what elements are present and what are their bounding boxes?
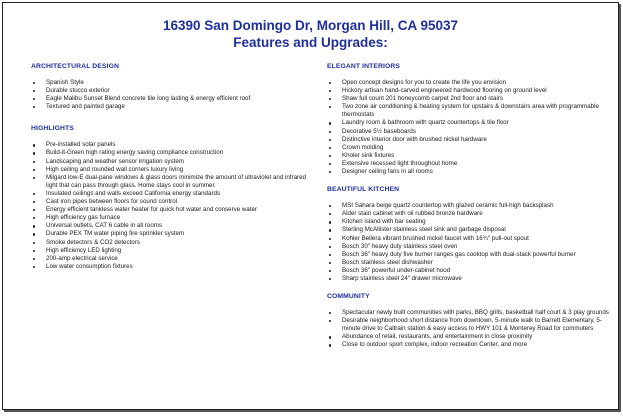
list-item: 200-amp electrical service: [31, 255, 307, 263]
list-item: Close to outdoor sport complex, indoor recreation Center, and more: [327, 341, 611, 349]
kitchen-list: [327, 202, 611, 283]
list-item: High efficiency LED lighting: [31, 247, 307, 255]
section-heading-kitchen: BEAUTIFUL KITCHEN: [327, 186, 400, 194]
list-item: Textured and painted garage: [31, 103, 307, 111]
list-item: Insulated ceilings and walls exceed California energy standards: [31, 190, 307, 198]
list-item: High efficiency gas furnace: [31, 214, 307, 222]
list-item: Sharp stainless steel 24" drawer microwave: [327, 275, 611, 283]
architectural-list: [31, 79, 307, 111]
list-item: Desirable neighborhood short distance from downtown, 5-minute walk to Barrett Elementary, 5-minute drive to Caltrain station & easy access to HWY 101 & Monterey Road for commuters: [327, 317, 611, 333]
list-item: Energy efficient tankless water heater for quick hot water and conserve water: [31, 206, 307, 214]
document-title: [3, 17, 618, 51]
list-item: Milgard low-E dual-pane windows & glass doors minimize the amount of ultraviolet and infrared light that can pass through glass. Home stays cool in summer.: [31, 174, 307, 190]
section-heading-highlights: HIGHLIGHTS: [31, 125, 74, 133]
list-item: Spanish Style: [31, 79, 307, 87]
list-item: Spectacular newly built communities with parks, BBQ grills, basketball half court & 3 play grounds: [327, 309, 611, 317]
list-item: Eagle Malibu Sunset Blend concrete tile long lasting & energy efficient roof: [31, 95, 307, 103]
features-document: [2, 2, 619, 410]
list-item: Low water consumption fixtures: [31, 263, 307, 271]
left-column: [31, 63, 307, 281]
community-list: [327, 309, 611, 349]
list-item: Two zone air conditioning & heating system for upstairs & downstairs area with programmable thermostats: [327, 103, 611, 119]
list-item: Distinctive interior door with brushed nickel hardware: [327, 136, 611, 144]
list-item: Extensive recessed light throughout home: [327, 160, 611, 168]
list-item: Abundance of retail, restaurants, and entertainment in close proximity: [327, 333, 611, 341]
list-item: Kohler Bellera vibrant brushed nickel faucet with 16¾" pull-out spout: [327, 235, 611, 243]
list-item: Open concept designs for you to create the life you envision: [327, 79, 611, 87]
list-item: Laundry room & bathroom with quartz countertops & tile floor: [327, 119, 611, 127]
list-item: Bosch stainless steel dishwasher: [327, 259, 611, 267]
section-heading-community: COMMUNITY: [327, 293, 370, 301]
list-item: Shaw full count 201 honeycomb carpet 2nd floor and stairs: [327, 95, 611, 103]
list-item: Build-it-Green high rating energy saving compliance construction: [31, 149, 307, 157]
list-item: Decorative 5½ baseboards: [327, 128, 611, 136]
list-item: Designer ceiling fans in all rooms: [327, 168, 611, 176]
list-item: Durable stucco exterior: [31, 87, 307, 95]
list-item: Bosch 36" heavy duty five burner ranges gas cooktop with dual-stack powerful burner: [327, 251, 611, 259]
list-item: Smoke detectors & CO2 detectors: [31, 239, 307, 247]
list-item: Universal outlets, CAT 6 cable in all rooms: [31, 222, 307, 230]
list-item: Crown molding: [327, 144, 611, 152]
list-item: Kholer sink fixtures: [327, 152, 611, 160]
list-item: High ceiling and rounded wall corners luxury living: [31, 166, 307, 174]
section-heading-architectural: ARCHITECTURAL DESIGN: [31, 63, 119, 70]
list-item: Kitchen island with bar seating: [327, 218, 611, 226]
list-item: Durable PEX TM water piping fire sprinkler system: [31, 230, 307, 238]
list-item: Bosch 30" heavy duty stainless steel oven: [327, 243, 611, 251]
list-item: Landscaping and weather sensor irrigation system: [31, 158, 307, 166]
list-item: Alder stain cabinet with oil rubbed bronze hardware: [327, 210, 611, 218]
list-item: MSI Sahara beige quartz countertop with glazed ceramic full-high backsplash: [327, 202, 611, 210]
list-item: Pre-installed solar panels: [31, 141, 307, 149]
right-column: [327, 63, 611, 360]
list-item: Bosch 36" powerful under-cabinet hood: [327, 267, 611, 275]
section-heading-interiors: ELEGANT INTERIORS: [327, 63, 401, 70]
highlights-list: [31, 141, 307, 271]
list-item: Hickory artisan hand-carved engineered hardwood flooring on ground level: [327, 87, 611, 95]
title-address: 16390 San Domingo Dr, Morgan Hill, CA 95037: [162, 18, 459, 33]
title-subtitle: Features and Upgrades:: [233, 35, 388, 50]
list-item: Sterling McAllister stainless steel sink and garbage disposal: [327, 226, 611, 234]
interiors-list: [327, 79, 611, 176]
list-item: Cast iron pipes between floors for sound control: [31, 198, 307, 206]
